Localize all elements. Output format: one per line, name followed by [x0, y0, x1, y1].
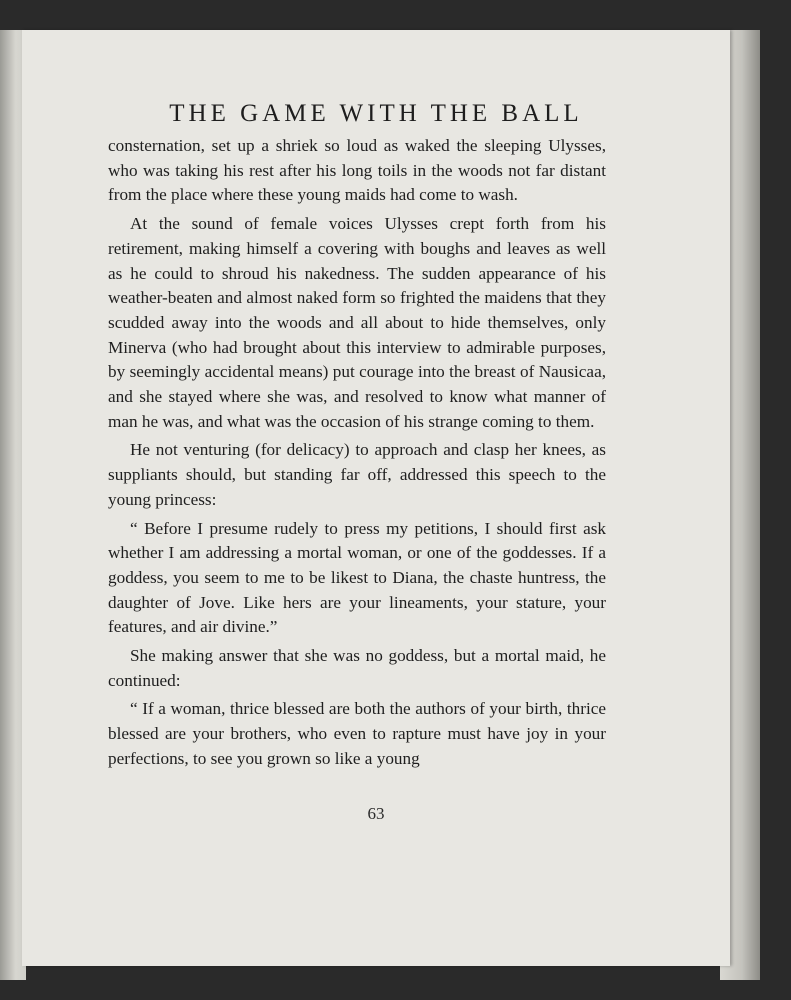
paragraph: She making answer that she was no goddess, but a mortal maid, he continued:	[108, 646, 606, 690]
body-text	[108, 134, 606, 772]
book-page	[22, 30, 730, 966]
running-head: THE GAME WITH THE BALL	[169, 100, 583, 127]
paragraph: “ Before I presume rudely to press my petitions, I should first ask whether I am addressing a mortal woman, or one of the goddesses. If a goddess, you seem to me to be likest to Diana, the chaste huntress, the daughter of Jove. Like hers are your lineaments, your stature, your features, and air divine.”	[108, 518, 606, 637]
paragraph: “ If a woman, thrice blessed are both the authors of your birth, thrice blessed are your brothers, who even to rapture must have joy in your perfections, to see you grown so like a young	[108, 699, 606, 768]
page-number: 63	[367, 804, 385, 823]
paragraph: At the sound of female voices Ulysses crept forth from his retirement, making himself a covering with boughs and leaves as well as he could to shroud his nakedness. The sudden appearance of his weather-beaten and almost naked form so frighted the maidens that they scudded away into the woods and all about to hide themselves, only Minerva (who had brought about this interview to admirable purposes, by seemingly accidental means) put courage into the breast of Nausicaa, and she stayed where she was, and resolved to know what manner of man he was, and what was the occasion of his strange coming to them.	[108, 214, 606, 431]
paragraph: He not venturing (for delicacy) to approach and clasp her knees, as suppliants should, but standing far off, addressed this speech to the young princess:	[108, 440, 606, 509]
paragraph: consternation, set up a shriek so loud as waked the sleeping Ulysses, who was taking his rest after his long toils in the woods not far distant from the place where these young maids had come to wash.	[108, 136, 606, 205]
